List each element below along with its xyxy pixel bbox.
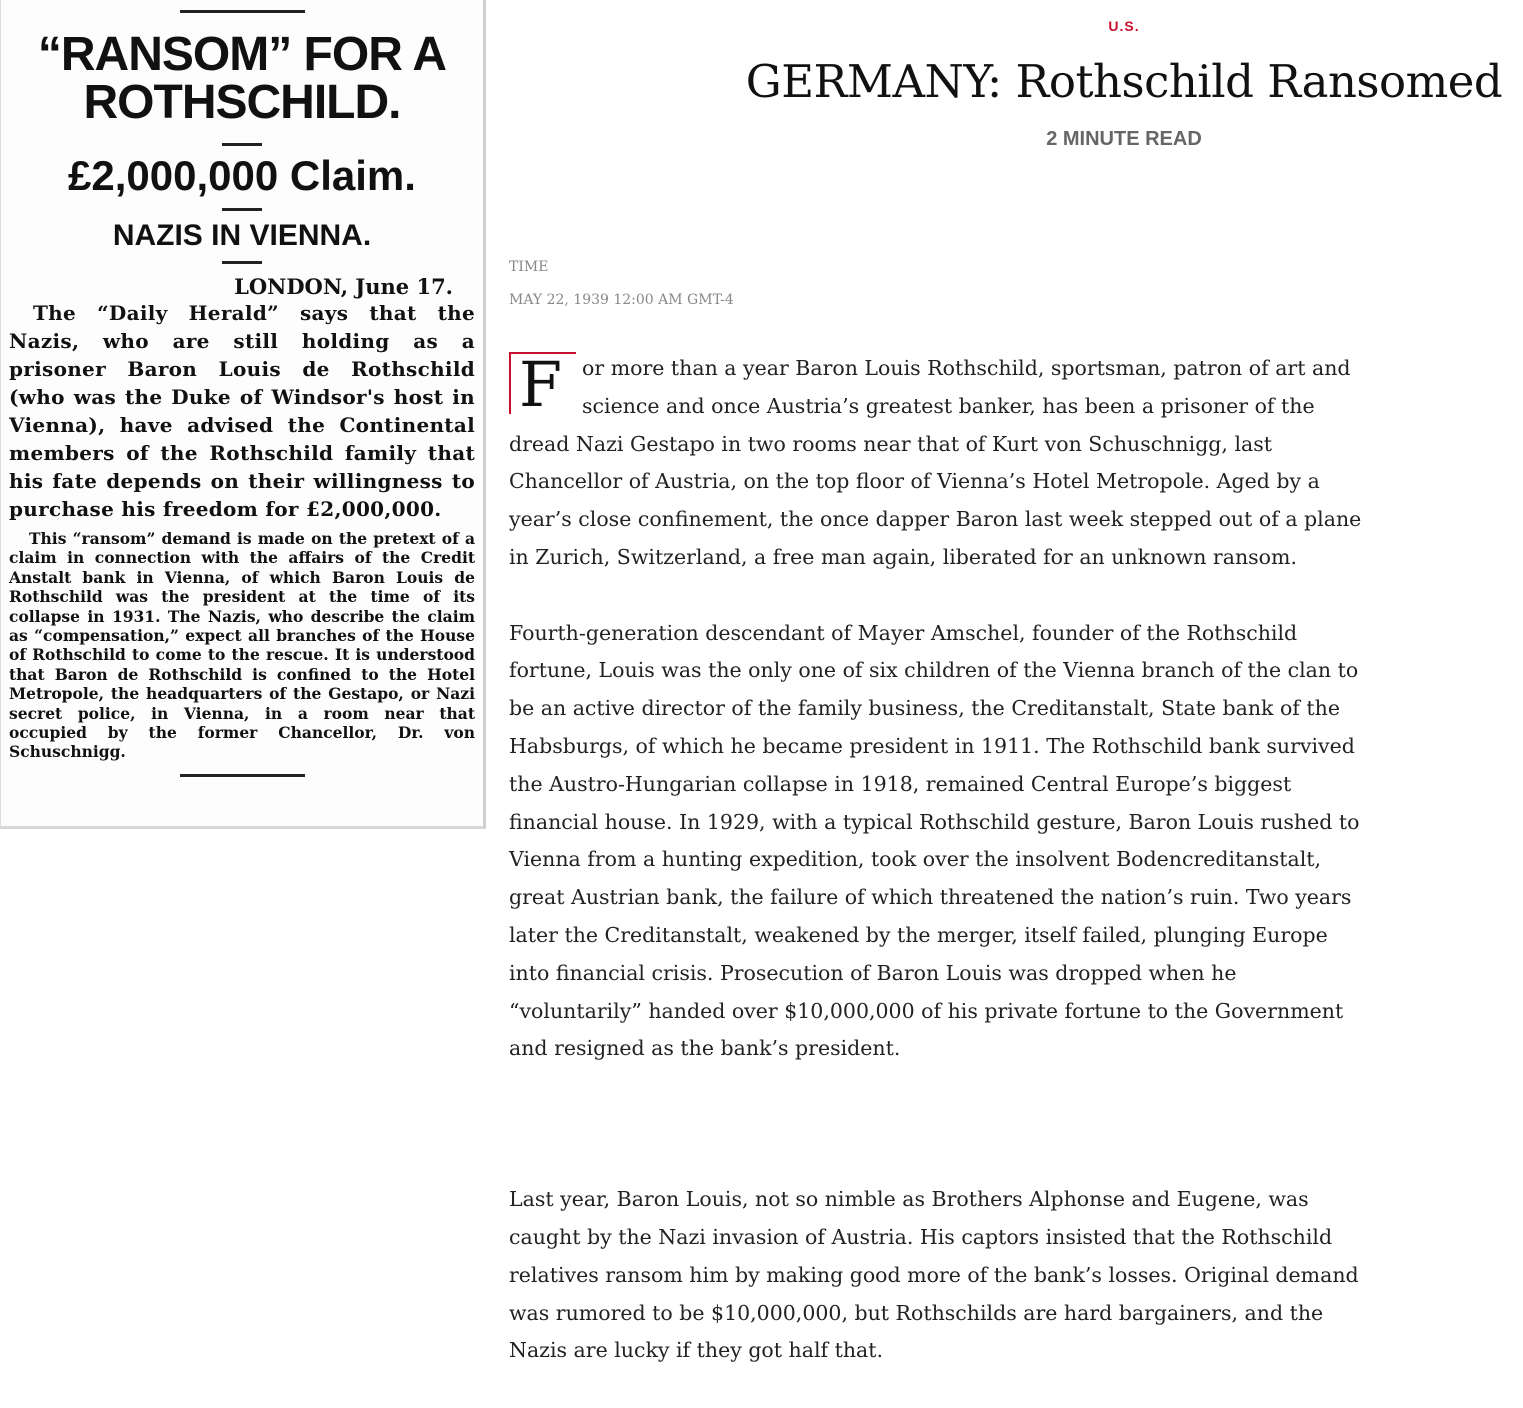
divider bbox=[180, 774, 305, 777]
article-title: GERMANY: Rothschild Ransomed bbox=[745, 55, 1503, 108]
section-label[interactable]: U.S. bbox=[1108, 18, 1140, 34]
newspaper-clipping bbox=[0, 0, 486, 829]
article-body bbox=[509, 350, 1371, 1408]
clipping-subheadline-2: NAZIS IN VIENNA. bbox=[112, 219, 372, 252]
divider bbox=[222, 143, 262, 146]
byline: TIME bbox=[509, 259, 549, 275]
clipping-lead-paragraph: The “Daily Herald” says that the Nazis, who are still holding as a prisoner Baron Louis de Rothschild (who was the Duke of Windsor's host in Vienna), have advised the Continental members of the Rothschild family that his fate depends on their willingness to purchase his freedom for £2,000,000. bbox=[9, 301, 475, 521]
paragraph-text: or more than a year Baron Louis Rothschild, sportsman, patron of art and science and once Austria’s greatest banker, has been a prisoner of the dread Nazi Gestapo in two rooms near that of Kurt von Schuschnigg, last Chancellor of Austria, on the top floor of Vienna’s Hotel Metropole. Aged by a year’s close confinement, the once dapper Baron last week stepped out of a plane in Zurich, Switzerland, a free man again, liberated for an unknown ransom. bbox=[509, 356, 1362, 569]
divider bbox=[180, 10, 305, 13]
publish-date: MAY 22, 1939 12:00 AM GMT-4 bbox=[509, 292, 734, 308]
divider bbox=[222, 208, 262, 211]
clipping-subheadline: £2,000,000 Claim. bbox=[68, 152, 416, 199]
read-time: 2 MINUTE READ bbox=[1046, 128, 1202, 150]
divider bbox=[222, 261, 262, 264]
clipping-body-paragraph: This “ransom” demand is made on the pretext of a claim in connection with the affairs of the Credit Anstalt bank in Vienna, of which Baron Louis de Rothschild was the president at the time of its collapse in 1931. The Nazis, who describe the claim as “compensation,” expect all branches of the House of Rothschild to come to the rescue. It is understood that Baron de Rothschild is confined to the Hotel Metropole, the headquarters of the Gestapo, or Nazi secret police, in Vienna, in a room near that occupied by the former Chancellor, Dr. von Schuschnigg. bbox=[9, 529, 475, 762]
paragraph: Last year, Baron Louis, not so nimble as Brothers Alphonse and Eugene, was caught by the Nazi invasion of Austria. His captors insisted that the Rothschild relatives ransom him by making good more of the bank’s losses. Original demand was rumored to be $10,000,000, but Rothschilds are hard bargainers, and the Nazis are lucky if they got half that. bbox=[509, 1187, 1359, 1363]
drop-cap: F bbox=[509, 352, 576, 414]
clipping-dateline: LONDON, June 17. bbox=[234, 274, 453, 299]
clipping-headline: “RANSOM” FOR A ROTHSCHILD. bbox=[37, 28, 447, 129]
paragraph bbox=[509, 350, 1371, 577]
paragraph: Fourth-generation descendant of Mayer Amschel, founder of the Rothschild fortune, Louis was the only one of six children of the Vienna branch of the clan to be an active director of the family business, the Creditanstalt, State bank of the Habsburgs, of which he became president in 1911. The Rothschild bank survived the Austro-Hungarian collapse in 1918, remained Central Europe’s biggest financial house. In 1929, with a typical Rothschild gesture, Baron Louis rushed to Vienna from a hunting expedition, took over the insolvent Bodencreditanstalt, great Austrian bank, the failure of which threatened the nation’s ruin. Two years later the Creditanstalt, weakened by the merger, itself failed, plunging Europe into financial crisis. Prosecution of Baron Louis was dropped when he “voluntarily” handed over $10,000,000 of his private fortune to the Government and resigned as the bank’s president. bbox=[509, 620, 1360, 1061]
